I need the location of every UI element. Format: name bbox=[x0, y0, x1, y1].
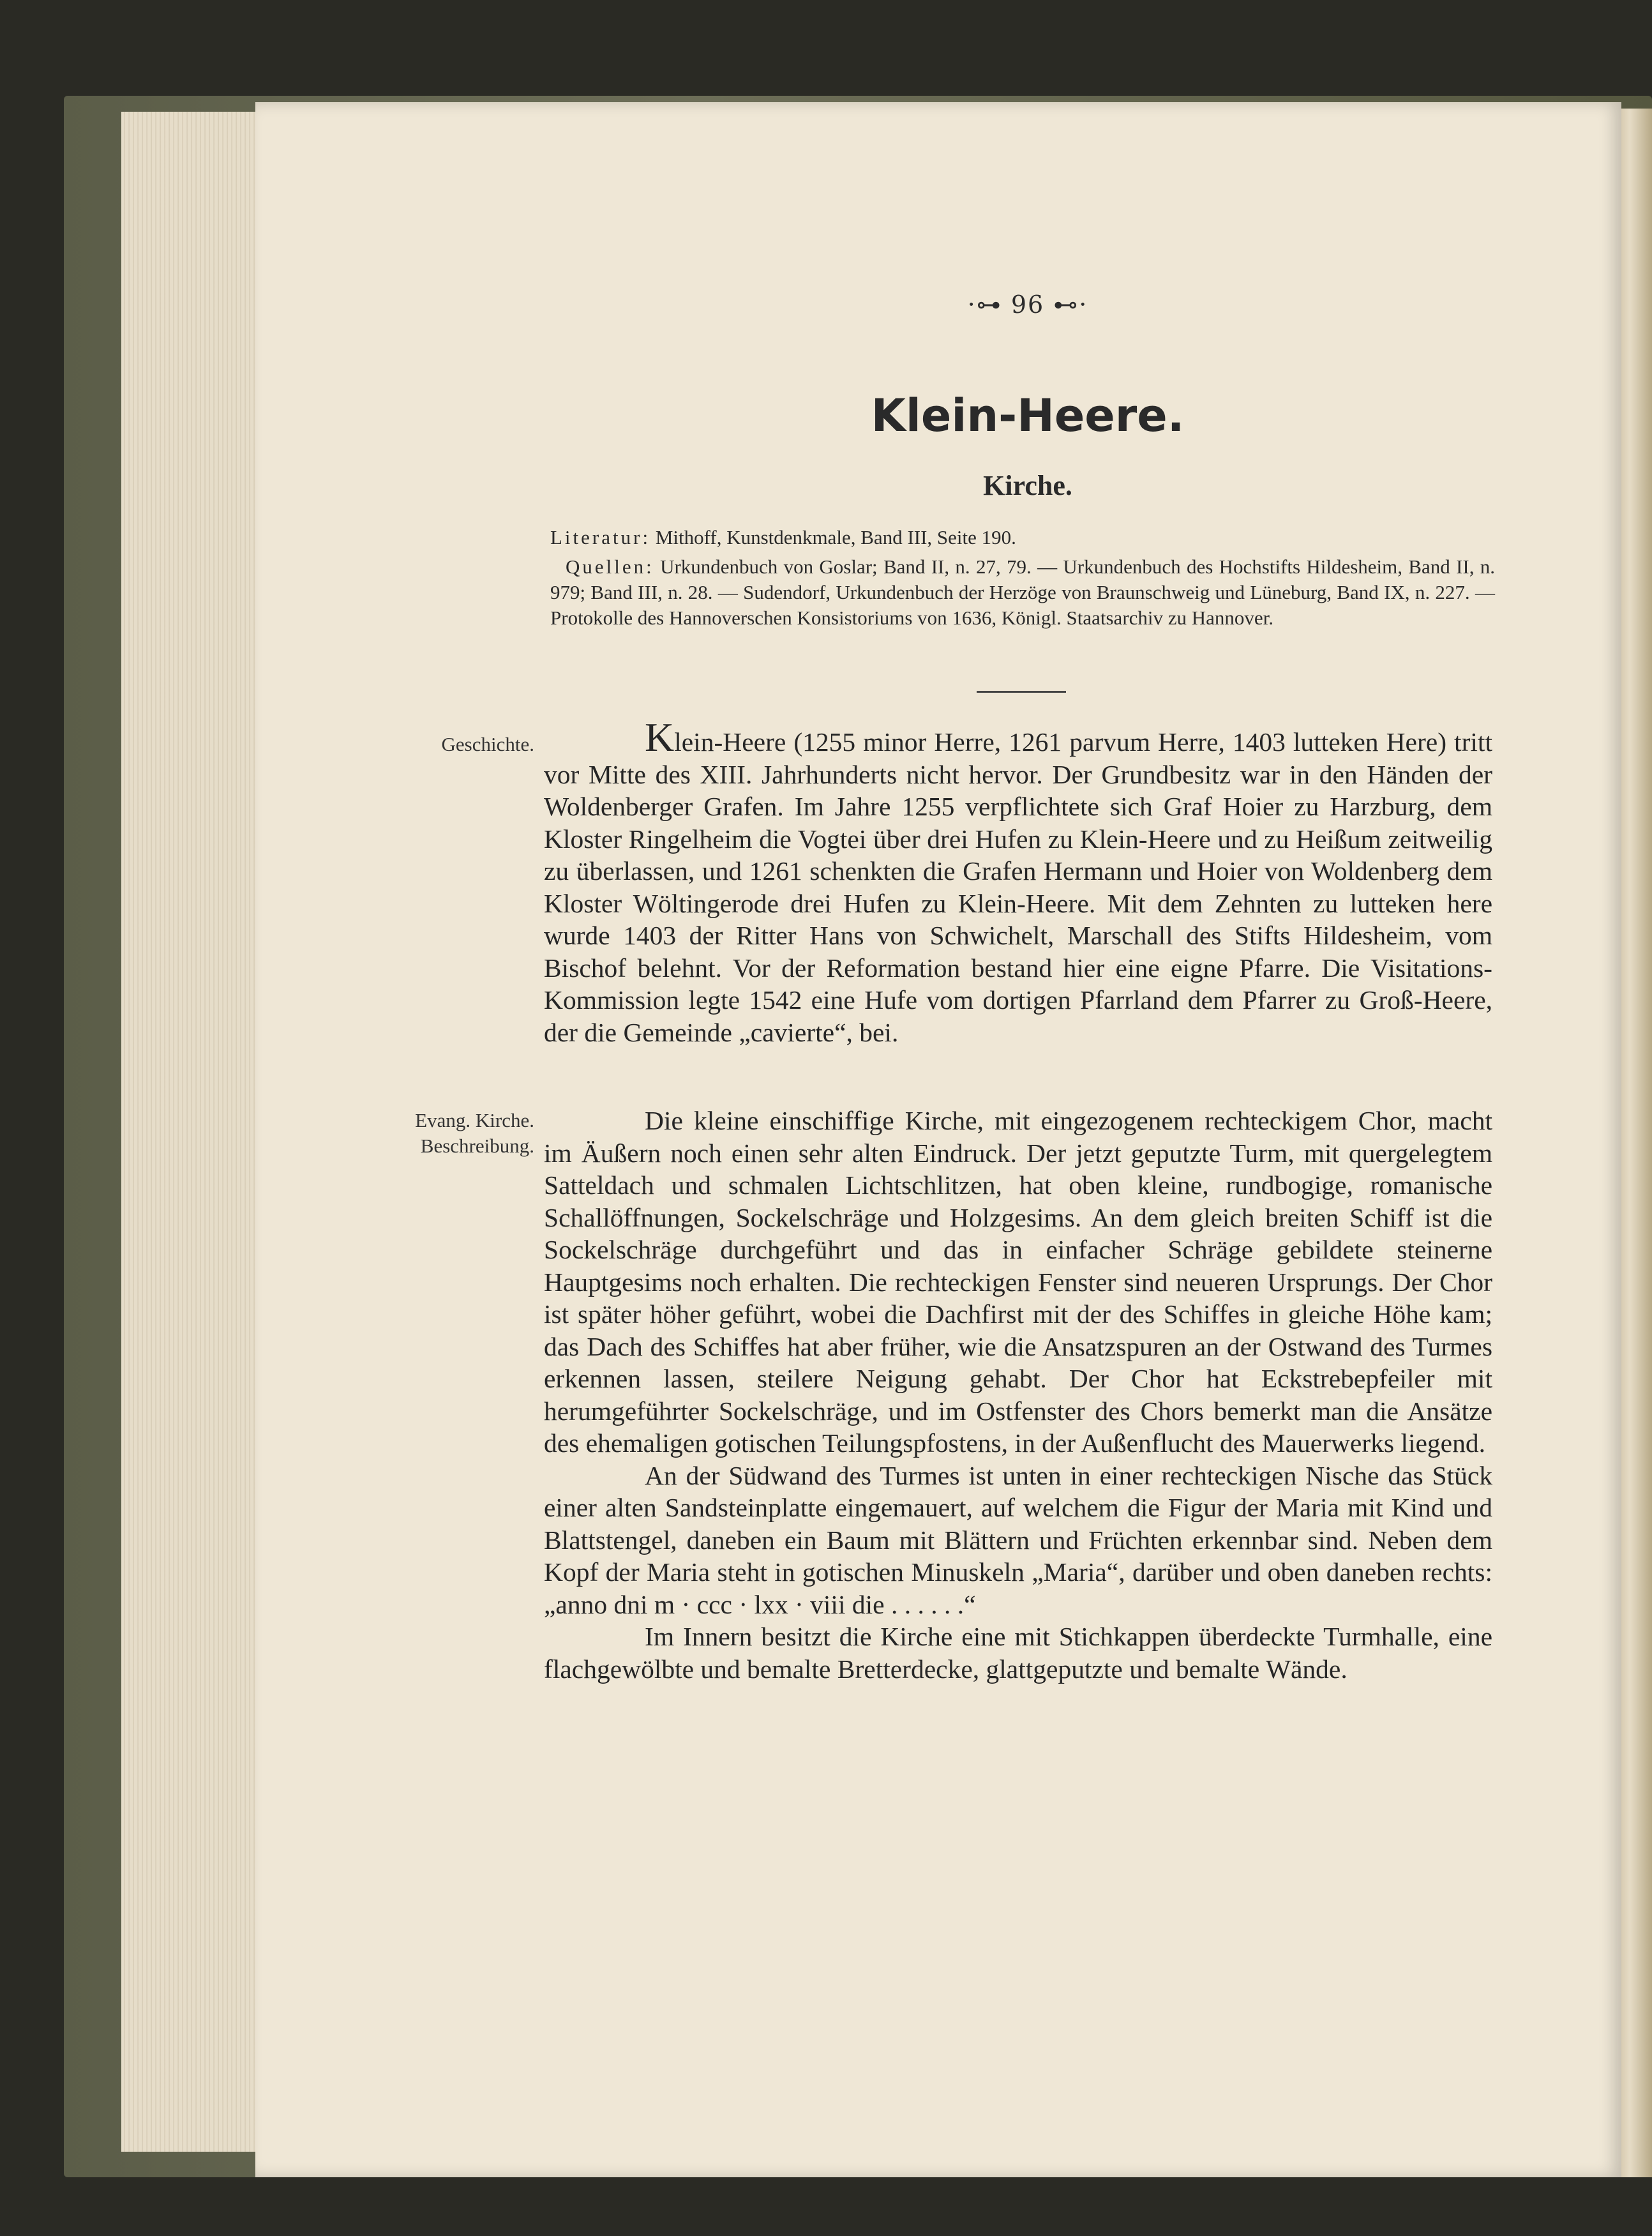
page-stack bbox=[121, 112, 274, 2152]
page-title: Klein-Heere. bbox=[871, 389, 1185, 442]
drop-cap: K bbox=[645, 714, 675, 760]
literatur-text: Mithoff, Kunstdenkmale, Band III, Seite 190. bbox=[655, 526, 1016, 548]
margin-note-geschichte: Geschichte. bbox=[441, 733, 534, 755]
literatur-label: Literatur: bbox=[550, 526, 651, 548]
beschreibung-paragraph-2: An der Südwand des Turmes ist unten in einer rechteckigen Nische das Stück einer alten Sandsteinplatte eingemauert, auf welchem die Figur der Maria mit Kind und Blattstengel, daneben ein Baum mit Blättern und Früchten erkennbar sind. Neben dem Kopf der Maria steht in gotischen Minuskeln „Maria“, darüber und oben daneben rechts: „anno dni m · ccc · lxx · viii die . . . . . .“ bbox=[544, 1460, 1492, 1619]
margin-note-beschreibung: Beschreibung. bbox=[420, 1135, 534, 1157]
margin-note-evang-kirche: Evang. Kirche. bbox=[415, 1109, 534, 1131]
geschichte-section bbox=[544, 714, 1492, 1048]
geschichte-text: lein-Heere (1255 minor Herre, 1261 parvum Herre, 1403 lutteken Here) tritt vor Mitte des XIII. Jahrhunderts nicht hervor. Der Grundbesitz war in den Händen der Woldenberger Grafen. Im Jahre 1255 verpflichtete sich Graf Hoier zu Harzburg, dem Kloster Ringelheim die Vogtei über drei Hufen zu Klein-Heere und zu Heißum zeitweilig zu überlassen, und 1261 schenkten die Grafen Hermann und Hoier von Woldenberg dem Kloster Wöltingerode drei Hufen zu Klein-Heere. Mit dem Zehnten zu lutteken here wurde 1403 der Ritter Hans von Schwichelt, Marschall des Stifts Hildesheim, vom Bischof belehnt. Vor der Reformation bestand hier eine eigne Pfarre. Die Visitations-Kommission legte 1542 eine Hufe vom dortigen Pfarrland dem Pfarrer zu Groß-Heere, der die Gemeinde „cavierte“, bei. bbox=[544, 727, 1492, 1047]
geschichte-paragraph bbox=[544, 714, 1492, 1048]
literature-block bbox=[550, 525, 1495, 631]
beschreibung-paragraph-1: Die kleine einschiffige Kirche, mit eingezogenem rechteckigem Chor, macht im Äußern noch einen sehr alten Eindruck. Der jetzt geputzte Turm, mit quergelegtem Satteldach und schmalen Lichtschlitzen, hat oben kleine, rundbogige, romanische Schallöffnungen, Sockelschräge und Holzgesims. An dem gleich breiten Schiff ist die Sockelschräge durchgeführt und das in einfacher Schräge gebildete steinerne Hauptgesims noch erhalten. Die rechteckigen Fenster sind neueren Ursprungs. Der Chor ist später höher geführt, wobei die Dachfirst mit der des Schiffes in gleiche Höhe kam; das Dach des Schiffes hat aber früher, wie die Ansatzspuren an der Ostwand des Turmes erkennen lassen, steilere Neigung gehabt. Der Chor hat Eckstrebepfeiler mit herumgeführter Sockelschräge, und im Ostfenster des Chors bemerkt man die Ansätze des ehemaligen gotischen Teilungspfostens, in der Außenflucht des Mauerwerks liegend. bbox=[544, 1106, 1492, 1458]
literatur-line bbox=[550, 525, 1495, 550]
quellen-text: Urkundenbuch von Goslar; Band II, n. 27, 79. — Urkundenbuch des Hochstifts Hildesheim, Band II, n. 979; Band III, n. 28. — Sudendorf, Urkundenbuch der Herzöge von Braunschweig und Lüneburg, Band IX, n. 227. — Protokolle des Hannoverschen Konsistoriums von 1636, Königl. Staatsarchiv zu Hannover. bbox=[550, 555, 1496, 629]
beschreibung-section bbox=[544, 1105, 1492, 1685]
quellen-line bbox=[550, 554, 1495, 631]
beschreibung-paragraph-3: Im Innern besitzt die Kirche eine mit Stichkappen überdeckte Turmhalle, eine flachgewölbte und bemalte Bretterdecke, glattgeputzte und bemalte Wände. bbox=[544, 1622, 1492, 1684]
page-number: ·⊶ 96 ⊷· bbox=[967, 291, 1088, 319]
page-subtitle: Kirche. bbox=[983, 470, 1072, 501]
quellen-label: Quellen: bbox=[566, 555, 654, 578]
section-divider bbox=[977, 691, 1066, 693]
